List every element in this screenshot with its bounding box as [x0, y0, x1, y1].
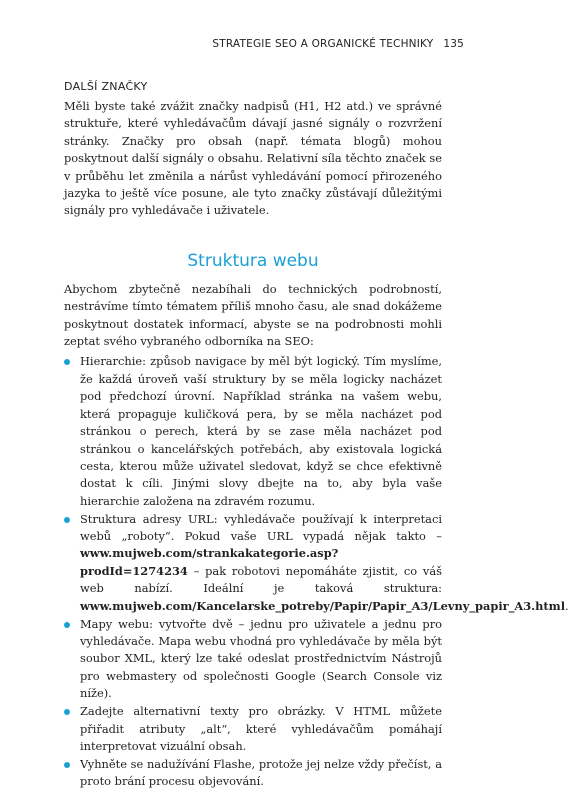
bullet-item-hierarchy [64, 353, 442, 510]
bullet-dot-icon [64, 359, 70, 365]
bullet-url-example-bad: www.mujweb.com/strankakategorie.asp?prodId=1274234 [80, 546, 339, 578]
bullet-item-sitemaps [64, 616, 442, 703]
bullet-text-middle: – pak robotovi nepomáháte zjistit, co váš web nabízí. Ideální je taková struktura: [80, 563, 442, 596]
bullet-dot-icon [64, 517, 70, 523]
running-head [212, 38, 464, 50]
bullet-url-example-good: www.mujweb.com/Kancelarske_potreby/Papir/Papir_A3/Levny_papir_A3.html [80, 598, 566, 613]
bullet-text: Hierarchie: způsob navigace by měl být logický. Tím myslíme, že každá úroveň vaší struktury by se měla logicky nacházet pod předchozí úrovní. Například stránka na vašem webu, která propaguje kuličková pera, by se měla nacházet pod stránkou o perech, která by se zase měla nacházet pod stránkou o kancelářských potřebách, aby existovala logická cesta, kterou může uživatel sledovat, když se chce efektivně dostat k cíli. Jinými slovy dbejte na to, aby byla vaše hierarchie založena na zdravém rozumu. [80, 354, 442, 508]
bullet-item-url-structure [64, 511, 569, 615]
bullet-dot-icon [64, 622, 70, 628]
bullet-item-flash [64, 756, 442, 791]
bullet-text: Vyhněte se nadužívání Flashe, protože jej nelze vždy přečíst, a proto brání procesu objevování. [80, 756, 442, 789]
bullet-text-before: Struktura adresy URL: vyhledávače používají k interpretaci webů „roboty“. Pokud vaše URL vypadá nějak takto – [80, 511, 442, 544]
bullet-item-alt-text [64, 703, 442, 755]
bullet-text: Zadejte alternativní texty pro obrázky. V HTML můžete přiřadit atributy „alt“, které vyhledávačům pomáhají interpretovat vizuální obsah. [80, 704, 442, 753]
bullet-dot-icon [64, 762, 70, 768]
page-number: 135 [443, 38, 464, 50]
bullet-text: Mapy webu: vytvořte dvě – jednu pro uživatele a jednu pro vyhledávače. Mapa webu vhodná pro vyhledávače by měla být soubor XML, který lze také odeslat prostřednictvím Nástrojů pro webmastery od společnosti Google (Search Console viz níže). [80, 616, 442, 701]
lead-paragraph: Abychom zbytečně nezabíhali do technických podrobností, nestrávíme tímto tématem příliš mnoho času, ale snad dokážeme poskytnout dostatek informací, abyste se na podrobnosti mohli zeptat svého vybraného odborníka na SEO: [64, 281, 442, 349]
page-content [64, 78, 569, 791]
section-label: DALŠÍ ZNAČKY [64, 80, 148, 93]
bullet-dot-icon [64, 709, 70, 715]
bullet-text-after: . [565, 598, 569, 613]
section-heading: Struktura webu [187, 250, 319, 271]
intro-paragraph: Měli byste také zvážit značky nadpisů (H1, H2 atd.) ve správné struktuře, které vyhledávačům dávají jasné signály o rozvržení stránky. Značky pro obsah (např. témata blogů) mohou poskytnout další signály o obsahu. Relativní síla těchto značek se v průběhu let změnila a nárůst vyhledávání pomocí přirozeného jazyka to ještě více posune, ale tyto značky zůstávají důležitými signály pro vyhledávače i uživatele. [64, 99, 442, 218]
bullet-list [64, 353, 569, 790]
running-head-title: STRATEGIE SEO A ORGANICKÉ TECHNIKY [212, 38, 434, 50]
